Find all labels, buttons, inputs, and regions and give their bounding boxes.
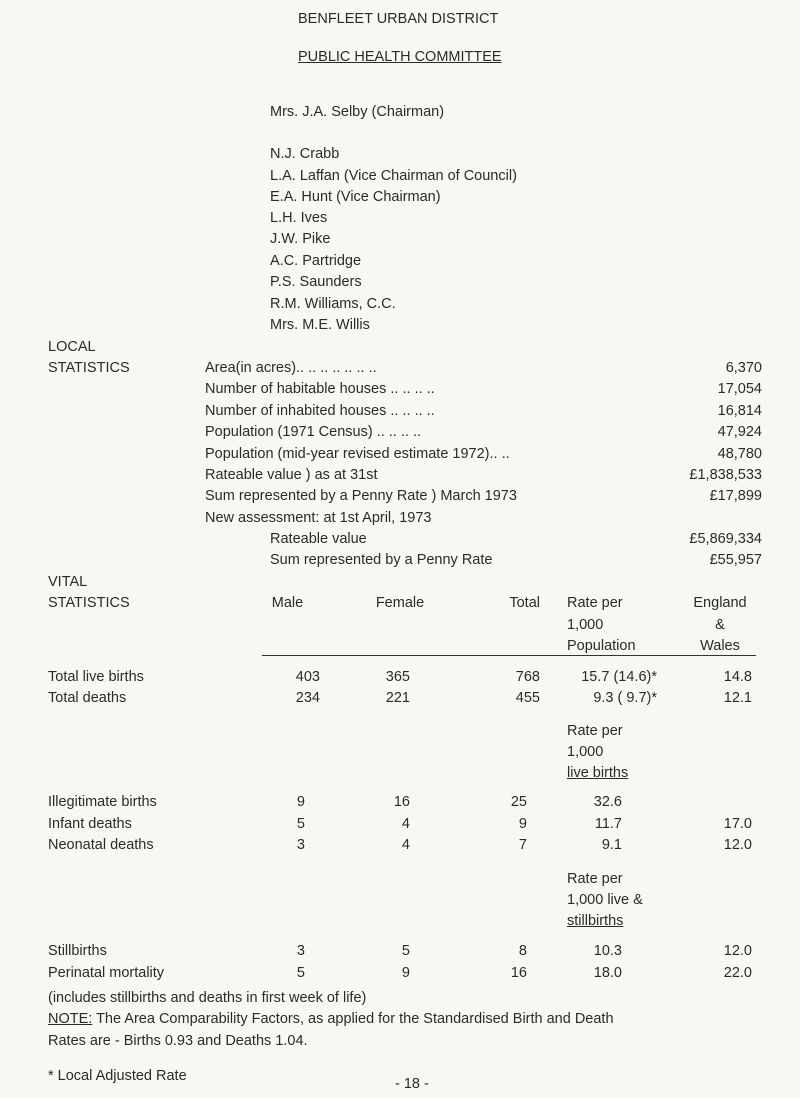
local-stat-label: Number of inhabited houses .. .. .. .. bbox=[205, 403, 435, 419]
rate-subheading: Rate per bbox=[567, 871, 623, 887]
local-stat-label: Sum represented by a Penny Rate bbox=[270, 552, 493, 568]
local-stat-label: New assessment: at 1st April, 1973 bbox=[205, 510, 432, 526]
member-item: P.S. Saunders bbox=[270, 274, 362, 290]
vital-cell: 4 bbox=[401, 816, 410, 832]
member-item: Mrs. J.A. Selby (Chairman) bbox=[270, 104, 445, 120]
column-header-rate: 1,000 bbox=[567, 617, 604, 633]
vital-cell: 234 bbox=[295, 690, 320, 706]
local-stat-value: £1,838,533 bbox=[689, 467, 762, 483]
local-stat-value: 16,814 bbox=[717, 403, 762, 419]
local-stat-value: 47,924 bbox=[717, 424, 762, 440]
member-item: L.H. Ives bbox=[270, 210, 328, 226]
vital-row-label: Perinatal mortality bbox=[48, 965, 165, 981]
vital-cell: 12.0 bbox=[723, 943, 752, 959]
vital-cell: 17.0 bbox=[723, 816, 752, 832]
column-header-ew: England bbox=[693, 595, 747, 611]
local-stat-label: Number of habitable houses .. .. .. .. bbox=[205, 381, 435, 397]
vital-cell: 14.8 bbox=[723, 669, 752, 685]
vital-cell: 12.1 bbox=[723, 690, 752, 706]
rate-subheading: stillbirths bbox=[567, 913, 624, 929]
vital-heading: STATISTICS bbox=[48, 595, 130, 611]
local-stat-label: Population (1971 Census) .. .. .. .. bbox=[205, 424, 422, 440]
column-header-ew: Wales bbox=[700, 638, 740, 654]
vital-cell: 5 bbox=[296, 816, 305, 832]
vital-cell: 3 bbox=[296, 943, 305, 959]
vital-row-label: Illegitimate births bbox=[48, 794, 157, 810]
local-stat-label: Rateable value ) as at 31st bbox=[205, 467, 378, 483]
rate-subheading: live births bbox=[567, 765, 629, 781]
column-header-rate: Rate per bbox=[567, 595, 623, 611]
local-stat-label: Area(in acres).. .. .. .. .. .. .. bbox=[205, 360, 377, 376]
vital-cell: 768 bbox=[515, 669, 540, 685]
vital-row-label: Total deaths bbox=[48, 690, 127, 706]
rate-subheading: 1,000 bbox=[567, 744, 604, 760]
member-item: N.J. Crabb bbox=[270, 146, 340, 162]
vital-cell: 7 bbox=[518, 837, 527, 853]
vital-cell: 5 bbox=[296, 965, 305, 981]
vital-cell: 11.7 bbox=[594, 816, 622, 832]
column-header-total: Total bbox=[509, 595, 540, 611]
local-stat-value: 6,370 bbox=[725, 360, 762, 376]
local-stat-label: Sum represented by a Penny Rate ) March 1973 bbox=[205, 488, 517, 504]
vital-cell: 5 bbox=[401, 943, 410, 959]
local-stat-value: £17,899 bbox=[709, 488, 762, 504]
note-text: The Area Comparability Factors, as applied for the Standardised Birth and Death bbox=[92, 1011, 614, 1027]
vital-cell: 10.3 bbox=[593, 943, 622, 959]
member-item: A.C. Partridge bbox=[270, 253, 362, 269]
local-stat-value: 48,780 bbox=[717, 446, 762, 462]
vital-cell: 9 bbox=[518, 816, 527, 832]
vital-cell: 15.7 (14.6)* bbox=[581, 669, 657, 685]
member-item: Mrs. M.E. Willis bbox=[270, 317, 370, 333]
member-item: L.A. Laffan (Vice Chairman of Council) bbox=[270, 168, 517, 184]
vital-cell: 9 bbox=[296, 794, 305, 810]
column-header-female: Female bbox=[375, 595, 425, 611]
rate-subheading: Rate per bbox=[567, 723, 623, 739]
vital-cell: 32.6 bbox=[593, 794, 622, 810]
note-label: NOTE: bbox=[48, 1011, 93, 1027]
vital-row-label: Stillbirths bbox=[48, 943, 107, 959]
vital-row-label: Total live births bbox=[48, 669, 144, 685]
vital-cell: 403 bbox=[295, 669, 320, 685]
header-rule bbox=[262, 655, 756, 656]
column-header-male: Male bbox=[271, 595, 304, 611]
vital-row-label: Infant deaths bbox=[48, 816, 132, 832]
note-text-continued: Rates are - Births 0.93 and Deaths 1.04. bbox=[48, 1033, 308, 1049]
local-stat-value: £55,957 bbox=[709, 552, 762, 568]
member-item: E.A. Hunt (Vice Chairman) bbox=[270, 189, 441, 205]
area-comparability-note bbox=[48, 1010, 614, 1028]
footnote: * Local Adjusted Rate bbox=[48, 1068, 187, 1084]
vital-cell: 9.1 bbox=[601, 837, 622, 853]
vital-cell: 18.0 bbox=[593, 965, 622, 981]
local-stat-value: 17,054 bbox=[717, 381, 762, 397]
committee-title: PUBLIC HEALTH COMMITTEE bbox=[298, 49, 502, 65]
column-header-rate: Population bbox=[567, 638, 636, 654]
district-title: BENFLEET URBAN DISTRICT bbox=[298, 11, 499, 27]
vital-cell: 221 bbox=[385, 690, 410, 706]
member-item: J.W. Pike bbox=[270, 231, 331, 247]
local-heading: LOCAL bbox=[48, 339, 96, 355]
vital-cell: 16 bbox=[510, 965, 527, 981]
vital-cell: 455 bbox=[515, 690, 540, 706]
vital-cell: 25 bbox=[510, 794, 527, 810]
vital-row-label: Neonatal deaths bbox=[48, 837, 154, 853]
vital-cell: 3 bbox=[296, 837, 305, 853]
member-item: R.M. Williams, C.C. bbox=[270, 296, 396, 312]
vital-heading: VITAL bbox=[48, 574, 88, 590]
vital-cell: 9 bbox=[401, 965, 410, 981]
local-stat-label: Population (mid-year revised estimate 1972).. .. bbox=[205, 446, 510, 462]
vital-cell: 8 bbox=[518, 943, 527, 959]
rate-subheading: 1,000 live & bbox=[567, 892, 643, 908]
vital-cell: 365 bbox=[385, 669, 410, 685]
includes-note: (includes stillbirths and deaths in first week of life) bbox=[48, 990, 367, 1006]
vital-cell: 9.3 ( 9.7)* bbox=[593, 690, 657, 706]
local-heading: STATISTICS bbox=[48, 360, 130, 376]
column-header-ew: & bbox=[715, 617, 725, 633]
local-stat-label: Rateable value bbox=[270, 531, 367, 547]
vital-cell: 4 bbox=[401, 837, 410, 853]
local-stat-value: £5,869,334 bbox=[689, 531, 762, 547]
vital-cell: 16 bbox=[393, 794, 410, 810]
vital-cell: 12.0 bbox=[723, 837, 752, 853]
vital-cell: 22.0 bbox=[723, 965, 752, 981]
page-number: - 18 - bbox=[395, 1076, 429, 1092]
